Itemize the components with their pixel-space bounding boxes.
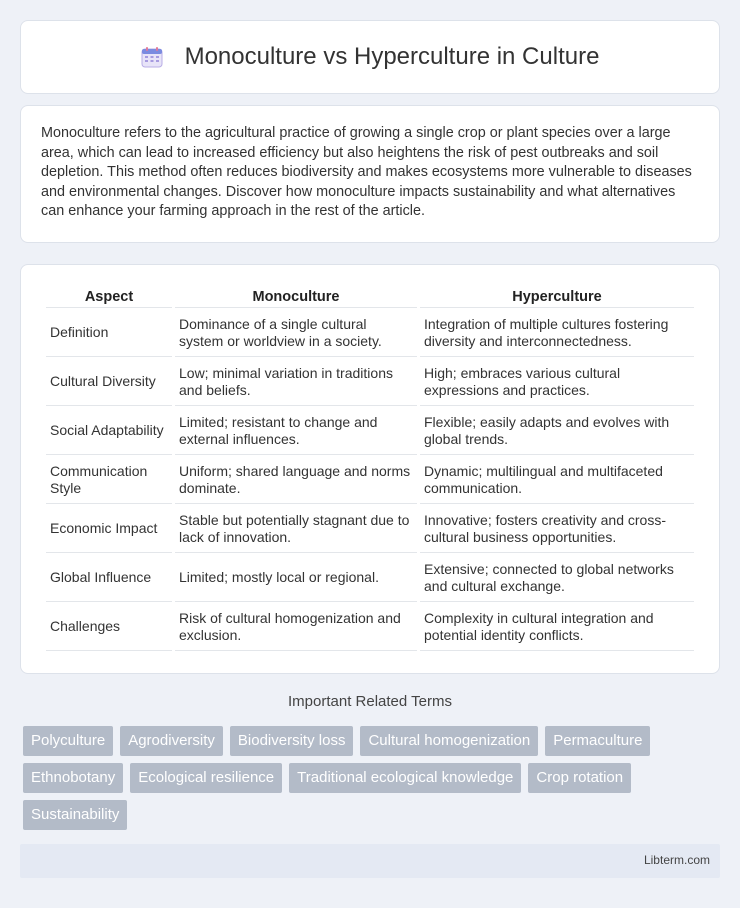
table-row [46,406,694,455]
column-header: Hyperculture [420,285,694,308]
table-cell: Flexible; easily adapts and evolves with global trends. [420,406,694,455]
table-cell: Limited; mostly local or regional. [175,553,417,602]
related-terms-title: Important Related Terms [288,693,452,710]
related-term-tag[interactable]: Ethnobotany [23,763,123,793]
table-cell: Integration of multiple cultures fostering diversity and interconnectedness. [420,308,694,357]
footer-site-link[interactable]: Libterm.com [643,853,710,867]
related-term-tag[interactable]: Cultural homogenization [360,726,538,756]
related-term-tag[interactable]: Crop rotation [528,763,631,793]
table-cell: Complexity in cultural integration and potential identity conflicts. [420,602,694,651]
intro-text: Monoculture refers to the agricultural practice of growing a single crop or plant species over a large area, which can lead to increased efficiency but also heightens the risk of pest outbreaks and soil depletion. This method often reduces biodiversity and makes ecosystems more vulnerable to diseases and environmental changes. Discover how monoculture impacts sustainability and what alternatives can enhance your farming approach in the rest of the article. [41,125,692,220]
table-cell: Communication Style [46,455,172,504]
related-term-tag[interactable]: Sustainability [23,800,127,830]
table-row [46,308,694,357]
column-header: Aspect [46,285,172,308]
table-cell: Extensive; connected to global networks and cultural exchange. [420,553,694,602]
table-cell: Economic Impact [46,504,172,553]
table-cell: Social Adaptability [46,406,172,455]
comparison-table [43,285,697,651]
table-row [46,357,694,406]
title-card [20,20,720,94]
table-row [46,504,694,553]
table-header-row [46,285,694,308]
related-term-tag[interactable]: Ecological resilience [130,763,282,793]
table-cell: Challenges [46,602,172,651]
table-cell: Risk of cultural homogenization and exclusion. [175,602,417,651]
table-cell: Stable but potentially stagnant due to lack of innovation. [175,504,417,553]
related-term-tag[interactable]: Permaculture [545,726,650,756]
table-cell: Innovative; fosters creativity and cross-cultural business opportunities. [420,504,694,553]
table-cell: Cultural Diversity [46,357,172,406]
related-terms-list [23,726,703,830]
related-term-tag[interactable]: Biodiversity loss [230,726,354,756]
table-cell: Low; minimal variation in traditions and beliefs. [175,357,417,406]
table-cell: Uniform; shared language and norms dominate. [175,455,417,504]
related-term-tag[interactable]: Polyculture [23,726,113,756]
intro-card [20,105,720,243]
table-cell: Dominance of a single cultural system or worldview in a society. [175,308,417,357]
table-row [46,553,694,602]
table-cell: Global Influence [46,553,172,602]
calendar-icon [141,46,163,68]
related-term-tag[interactable]: Agrodiversity [120,726,223,756]
footer [20,844,720,878]
column-header: Monoculture [175,285,417,308]
page-title: Monoculture vs Hyperculture in Culture [184,43,600,70]
table-cell: High; embraces various cultural expressions and practices. [420,357,694,406]
comparison-card [20,264,720,674]
related-term-tag[interactable]: Traditional ecological knowledge [289,763,521,793]
table-cell: Dynamic; multilingual and multifaceted communication. [420,455,694,504]
table-row [46,455,694,504]
table-cell: Definition [46,308,172,357]
table-cell: Limited; resistant to change and external influences. [175,406,417,455]
table-row [46,602,694,651]
